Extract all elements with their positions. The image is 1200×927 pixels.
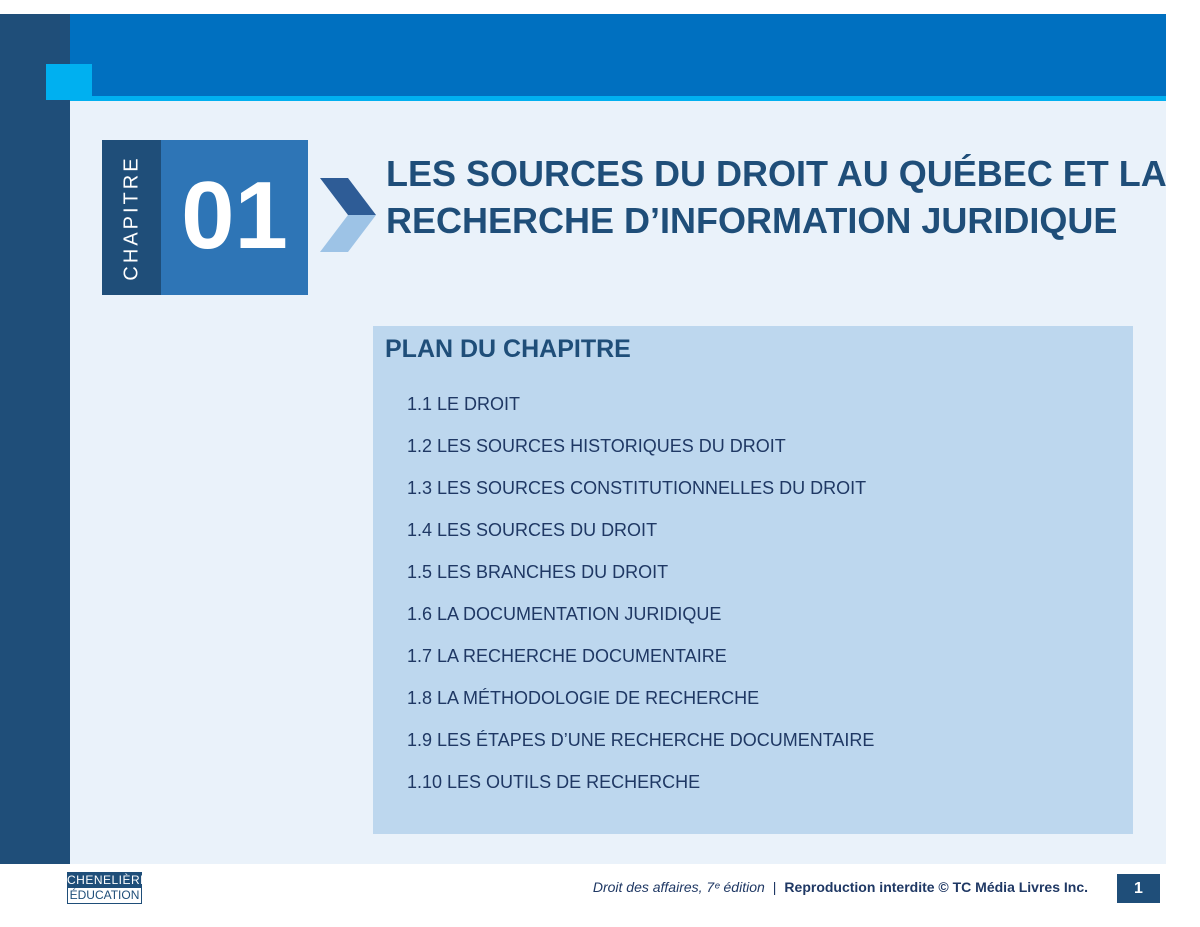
plan-item: 1.7 LA RECHERCHE DOCUMENTAIRE bbox=[407, 646, 727, 666]
plan-item: 1.5 LES BRANCHES DU DROIT bbox=[407, 562, 669, 582]
plan-item: 1.1 LE DROIT bbox=[407, 394, 521, 414]
plan-item: 1.3 LES SOURCES CONSTITUTIONNELLES DU DROIT bbox=[407, 478, 867, 498]
left-sidebar-bar bbox=[0, 14, 70, 864]
publisher-logo bbox=[67, 872, 149, 904]
page-number: 1 bbox=[1117, 874, 1160, 903]
chapter-number: 01 bbox=[181, 162, 288, 269]
chevron-upper-half bbox=[320, 178, 376, 215]
chapter-title: LES SOURCES DU DROIT AU QUÉBEC ET LA RECHERCHE D’INFORMATION JURIDIQUE bbox=[386, 153, 1166, 241]
logo-top-text: CHENELIÈRE bbox=[67, 873, 149, 887]
logo-bottom-text: ÉDUCATION bbox=[67, 888, 142, 904]
chapter-label: CHAPITRE bbox=[120, 154, 142, 281]
chapter-label-box bbox=[102, 140, 161, 295]
plan-item: 1.8 LA MÉTHODOLOGIE DE RECHERCHE bbox=[407, 688, 760, 708]
chapter-number-box bbox=[161, 140, 308, 295]
chevron-lower-half bbox=[320, 215, 376, 252]
footer-copyright: Reproduction interdite © TC Média Livres Inc. bbox=[784, 879, 1088, 895]
plan-title: PLAN DU CHAPITRE bbox=[385, 335, 631, 363]
plan-item: 1.9 LES ÉTAPES D’UNE RECHERCHE DOCUMENTAIRE bbox=[407, 730, 875, 750]
chapter-plan-box bbox=[373, 326, 1133, 834]
chevron-right-icon bbox=[320, 178, 378, 252]
top-banner bbox=[70, 14, 1166, 96]
footer-separator: | bbox=[772, 879, 777, 895]
footer-book-title: Droit des affaires, 7ᵉ édition bbox=[592, 879, 765, 895]
plan-item: 1.10 LES OUTILS DE RECHERCHE bbox=[407, 772, 701, 792]
plan-item: 1.4 LES SOURCES DU DROIT bbox=[407, 520, 658, 540]
plan-item: 1.2 LES SOURCES HISTORIQUES DU DROIT bbox=[407, 436, 786, 456]
footer-text bbox=[593, 879, 1088, 895]
plan-list bbox=[407, 393, 874, 813]
plan-item: 1.6 LA DOCUMENTATION JURIDIQUE bbox=[407, 604, 722, 624]
accent-square bbox=[46, 64, 92, 100]
